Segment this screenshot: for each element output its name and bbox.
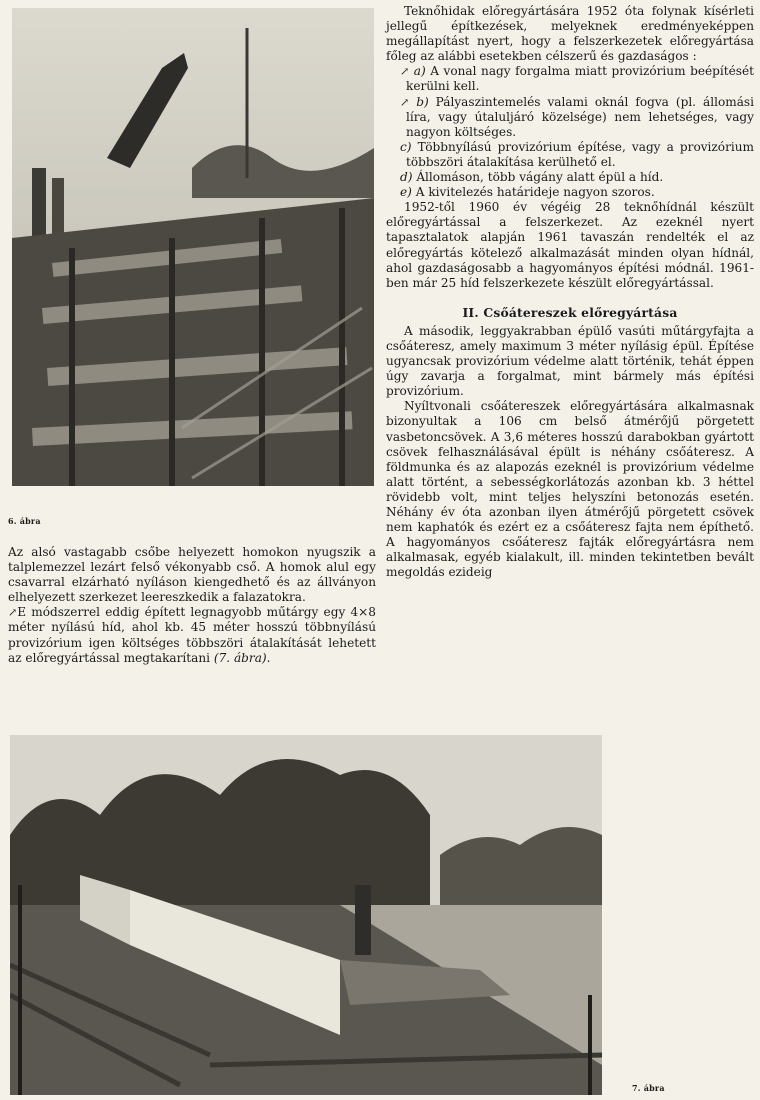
paragraph-largest-structure [8,605,376,665]
intro-paragraph: Teknőhidak előregyártására 1952 óta folynak kísérleti jellegű építkezések, melyeknek eredményeképpen megállapítást nyert, hogy a felszerkezetek előregyártása főleg az alábbi esetekben célszerű és gazdaságos : [386,4,754,64]
margin-mark-icon: ↗ [8,606,18,620]
right-column [386,4,754,580]
figure-6-photo [12,8,374,486]
figure-7-caption: 7. ábra [632,1083,665,1093]
left-column [8,545,376,666]
list-item-d [386,170,754,185]
paragraph-sand-support: Az alsó vastagabb csőbe helyezett homokon nyugszik a talplemezzel lezárt felső vékonyabb cső. A homok alul egy csavarral elzárható nyíláson kiengedhető és az állványon elhelyezett szerkezet leereszkedik a falazatokra. [8,545,376,605]
margin-mark-icon: ↗ [400,65,410,79]
list-item-text: Többnyílású provizórium építése, vagy a provizórium többszöri átalakítása kerülhető el. [406,139,754,169]
margin-mark-icon: ↗ [400,95,410,109]
figure-7-photo [10,735,602,1095]
list-item-label: a) [413,64,426,79]
list-item-b [386,95,754,140]
list-item-text: Állomáson, több vágány alatt épül a híd. [416,170,664,185]
list-item-label: d) [400,170,413,185]
list-item-e [386,185,754,200]
list-item-label: c) [400,139,412,154]
list-item-text: A vonal nagy forgalma miatt provizórium beépítését kerülni kell. [406,64,754,94]
figure-reference: (7. ábra) [213,650,267,665]
section-heading: II. Csőátereszek előregyártása [462,304,678,320]
list-item-label: b) [416,94,429,109]
list-item-a [386,64,754,94]
figure-6-caption: 6. ábra [8,516,41,526]
list-item-text: A kivitelezés határideje nagyon szoros. [415,185,655,200]
list-item-text: Pályaszintemelés valami oknál fogva (pl. állomási líra, vagy útaluljáró közelsége) nem lehetséges, vagy nagyon költséges. [406,94,754,139]
list-item-c [386,140,754,170]
paragraph-open-line-culverts: Nyíltvonali csőátereszek előregyártására alkalmasnak bizonyultak a 106 cm belső átmérőjű pörgetett vasbetoncsövek. A 3,6 méteres hosszú darabokban gyártott csövek felhasználásával épült is néhány csőáteresz. A földmunka és az alapozás ezeknél is provizórium védelme alatt történt, a sebességkorlátozás azonban kb. 3 héttel rövidebb volt, mint teljes helyszíni betonozás esetén. Néhány év óta azonban ilyen átmérőjű pörgetett csövek nem kaphatók és ezért ez a csőáteresz fajta nem építhető. A hagyományos csőáteresz fajták előregyártásra nem alkalmasak, egyéb kialakult, ill. minden tekintetben bevált megoldás ezideig [386,399,754,580]
paragraph-statistics: 1952-től 1960 év végéig 28 teknőhídnál készült előregyártással a felszerkezet. Az ezeknél nyert tapasztalatok alapján 1961 tavaszán rendelték el az előregyártás kötelező alkalmazását minden olyan hídnál, ahol gazdaságosabb a hagyományos építési módnál. 1961-ben már 25 híd felszerkezete készült előregyártással. [386,200,754,290]
paragraph-culverts: A második, leggyakrabban épülő vasúti műtárgyfajta a csőáteresz, amely maximum 3 méter nyílásig épül. Építése ugyancsak provizórium védelme alatt történik, tehát éppen úgy zavarja a forgalmat, mint bármely más építési provizórium. [386,323,754,399]
list-item-label: e) [400,185,412,200]
paragraph-text: E módszerrel eddig épített legnagyobb műtárgy egy 4×8 méter nyílású híd, ahol kb. 45 méter hosszú többnyílású provizórium igen költséges többszöri átalakítását lehetett az előregyártással megtakarítani [8,605,376,665]
period: . [266,650,271,665]
